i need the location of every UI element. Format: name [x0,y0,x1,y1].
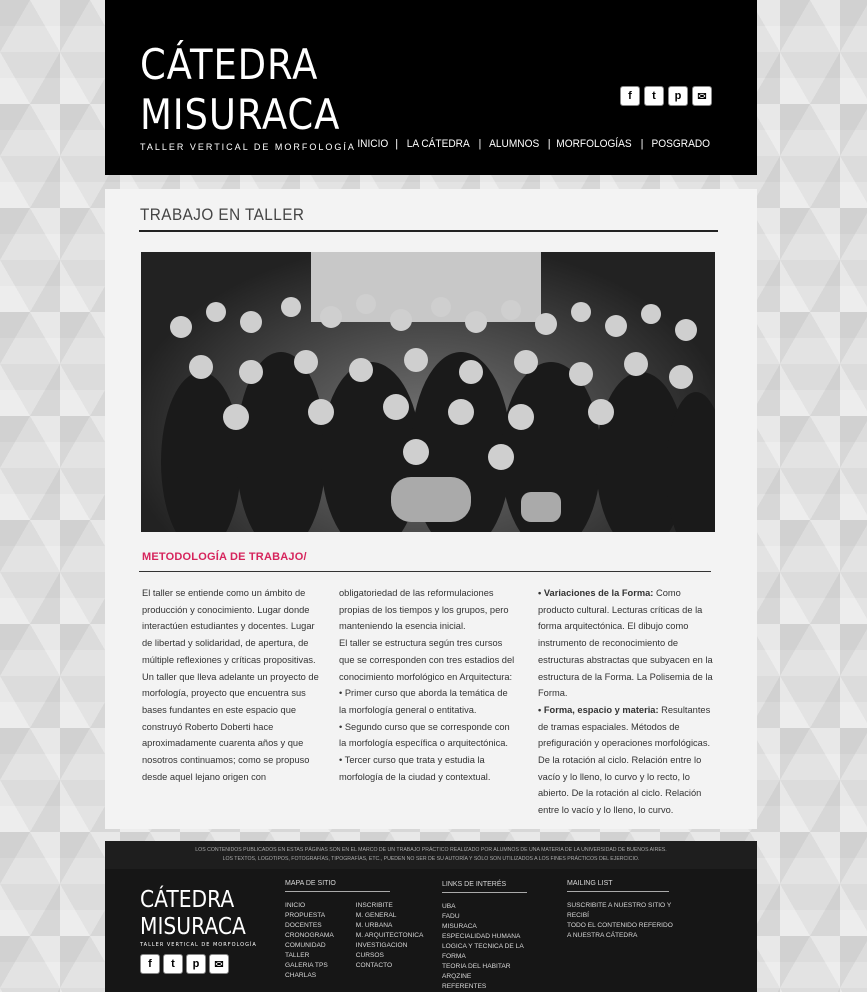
footer-social-links [140,954,229,974]
logo-line-2: MISURACA [140,90,341,139]
sitemap-link[interactable]: CRONOGRAMA [285,932,334,939]
nav-separator: | [478,138,482,150]
list-item: • Tercer curso que trata y estudia la morfología de la ciudad y contextual. [339,755,491,782]
list-item-term: • Forma, espacio y materia: [538,704,659,715]
list-item-text: Como producto cultural. Lecturas críticas de la forma arquitectónica. El dibujo como instrumento de reconocimiento de estructuras abstractas que subyacen en la estructura de la Forma. La Polisemia de la Forma. [538,588,713,699]
nav-la-catedra[interactable]: LA CÁTEDRA [406,138,470,150]
site-logo[interactable] [140,40,368,152]
external-link[interactable]: LOGICA Y TECNICA DE LA [442,943,524,950]
facebook-icon[interactable]: f [140,954,160,974]
text-column-1 [142,585,320,785]
external-link[interactable]: UBA [442,903,456,910]
sitemap-link[interactable]: INVESTIGACION [355,942,408,949]
sitemap-link[interactable]: CURSOS [355,952,384,959]
section-heading: METODOLOGÍA DE TRABAJO/ [142,551,307,563]
list-item-term: • Variaciones de la Forma: [538,588,654,598]
nav-morfologias[interactable]: MORFOLOGÍAS [555,138,632,150]
sitemap-link[interactable]: DOCENTES [285,922,322,929]
mailing-line[interactable]: SUSCRIBITE A NUESTRO SITIO Y [567,902,672,909]
footer-sitemap [285,879,423,981]
sitemap-link[interactable]: M. URBANA [355,922,393,929]
footer-logo-subtitle: TALLER VERTICAL DE MORFOLOGÍA [140,942,257,948]
footer-disclaimer [105,841,757,869]
sitemap-link[interactable]: GALERIA TPS [285,962,328,969]
paragraph: obligatoriedad de las reformulaciones propias de los tiempos y los grupos, pero manteniendo la esencia inicial. [339,588,509,632]
external-link[interactable]: FADU [442,913,460,920]
paragraph: El taller se entiende como un ámbito de producción y conocimiento. Lugar donde interactúen estudiantes y docentes. Lugar de libertad y solidaridad, de apertura, de múltiple reflexiones y críticas propositivas. [142,588,316,665]
sitemap-link[interactable]: M. ARQUITECTONICA [355,932,424,939]
list-item [538,585,716,702]
nav-posgrado[interactable]: POSGRADO [651,138,711,150]
list-item-text: Resultantes de tramas espaciales. Métodos de prefiguración y operaciones morfológicas. De la rotación al ciclo. Relación entre lo vacío y lo lleno, lo curvo y lo recto, lo abierto. De la rotación al ciclo. Relación entre lo vacío y lo lleno, lo curvo. [538,704,711,816]
external-link[interactable]: FORMA [442,953,466,960]
nav-separator: | [640,138,644,150]
external-link[interactable]: REFERENTES [442,983,487,990]
mailing-heading: MAILING LIST [567,879,669,892]
disclaimer-line-1: LOS CONTENIDOS PUBLICADOS EN ESTAS PÁGINAS SON EN EL MARCO DE UN TRABAJO PRÁCTICO REALIZADO POR ALUMNOS DE UNA MATERIA DE LA UNIVERSIDAD DE BUENOS AIRES. [195,847,667,853]
twitter-icon[interactable]: t [163,954,183,974]
list-item: • Segundo curso que se corresponde con la morfología específica o arquitectónica. [339,721,510,749]
logo-line-1: CÁTEDRA [140,40,319,89]
facebook-icon[interactable]: f [620,86,640,106]
sitemap-link[interactable]: COMUNIDAD [285,942,326,949]
mail-icon[interactable]: ✉ [209,954,229,974]
external-link[interactable]: TEORIA DEL HABITAR [442,963,511,970]
sitemap-link[interactable]: TALLER [285,952,310,959]
nav-inicio[interactable]: INICIO [356,138,388,150]
sitemap-list-1 [285,901,334,981]
list-item [538,702,716,819]
mailing-line[interactable]: TODO EL CONTENIDO REFERIDO [567,922,673,929]
page-wrapper [105,0,757,992]
disclaimer-line-2: LOS TEXTOS, LOGOTIPOS, FOTOGRAFÍAS, TIPOGRAFÍAS, ETC., PUEDEN NO SER DE SU AUTORÍA Y SÓLO SON UTILIZADOS A LOS FINES PRÁCTICOS DEL EJERCICIO. [222,856,640,862]
group-photo [141,252,715,532]
social-links [620,86,712,106]
footer-logo-line-1: CÁTEDRA [140,887,235,913]
main-nav [356,138,713,150]
nav-separator: | [547,138,551,150]
pinterest-icon[interactable]: p [186,954,206,974]
links-list [442,902,527,992]
logo-subtitle: TALLER VERTICAL DE MORFOLOGÍA [140,142,356,152]
section-divider [139,571,711,572]
site-footer [105,869,757,992]
text-column-3 [538,585,716,819]
twitter-icon[interactable]: t [644,86,664,106]
external-link[interactable]: ARQZINE [442,973,472,980]
nav-separator: | [395,138,399,150]
footer-links [442,880,527,992]
sitemap-link[interactable]: PROPUESTA [285,912,326,919]
mail-icon[interactable]: ✉ [692,86,712,106]
main-content [105,189,757,829]
site-header [105,0,757,175]
footer-logo[interactable] [140,887,260,949]
paragraph: El taller se estructura según tres cursos que se corresponden con tres estadios del conocimiento morfológico en Arquitectura: [339,638,515,682]
sitemap-link[interactable]: CONTACTO [355,962,393,969]
sitemap-list-2 [356,901,424,981]
text-column-2 [339,585,517,785]
footer-mailing-list [567,879,673,941]
sitemap-link[interactable]: INICIO [285,902,306,909]
sitemap-heading: MAPA DE SITIO [285,879,390,892]
sitemap-link[interactable]: INSCRIBITE [355,902,393,909]
sitemap-link[interactable]: M. GENERAL [355,912,397,919]
sitemap-link[interactable]: CHARLAS [285,972,317,979]
list-item: • Primer curso que aborda la temática de la morfología general o entitativa. [339,688,508,715]
mailing-line[interactable]: RECIBÍ [567,912,589,919]
group-photo-figures [141,252,715,532]
paragraph: Un taller que lleva adelante un proyecto de morfología, proyecto que encuentra sus bases fundantes en este espacio que construyó Roberto Doberti hace aproximadamente cuarenta años y que nosotros continuamos; como se propuso desde aquel lejano origen con [142,671,319,782]
footer-logo-line-2: MISURACA [140,914,246,940]
mailing-text [567,901,673,941]
page-title: TRABAJO EN TALLER [140,205,305,224]
external-link[interactable]: ESPECIALIDAD HUMANA [442,933,521,940]
mailing-line[interactable]: A NUESTRA CÁTEDRA [567,932,638,939]
pinterest-icon[interactable]: p [668,86,688,106]
links-heading: LINKS DE INTERÉS [442,880,527,893]
external-link[interactable]: MISURACA [442,923,477,930]
nav-alumnos[interactable]: ALUMNOS [489,138,540,150]
title-divider [139,230,718,232]
